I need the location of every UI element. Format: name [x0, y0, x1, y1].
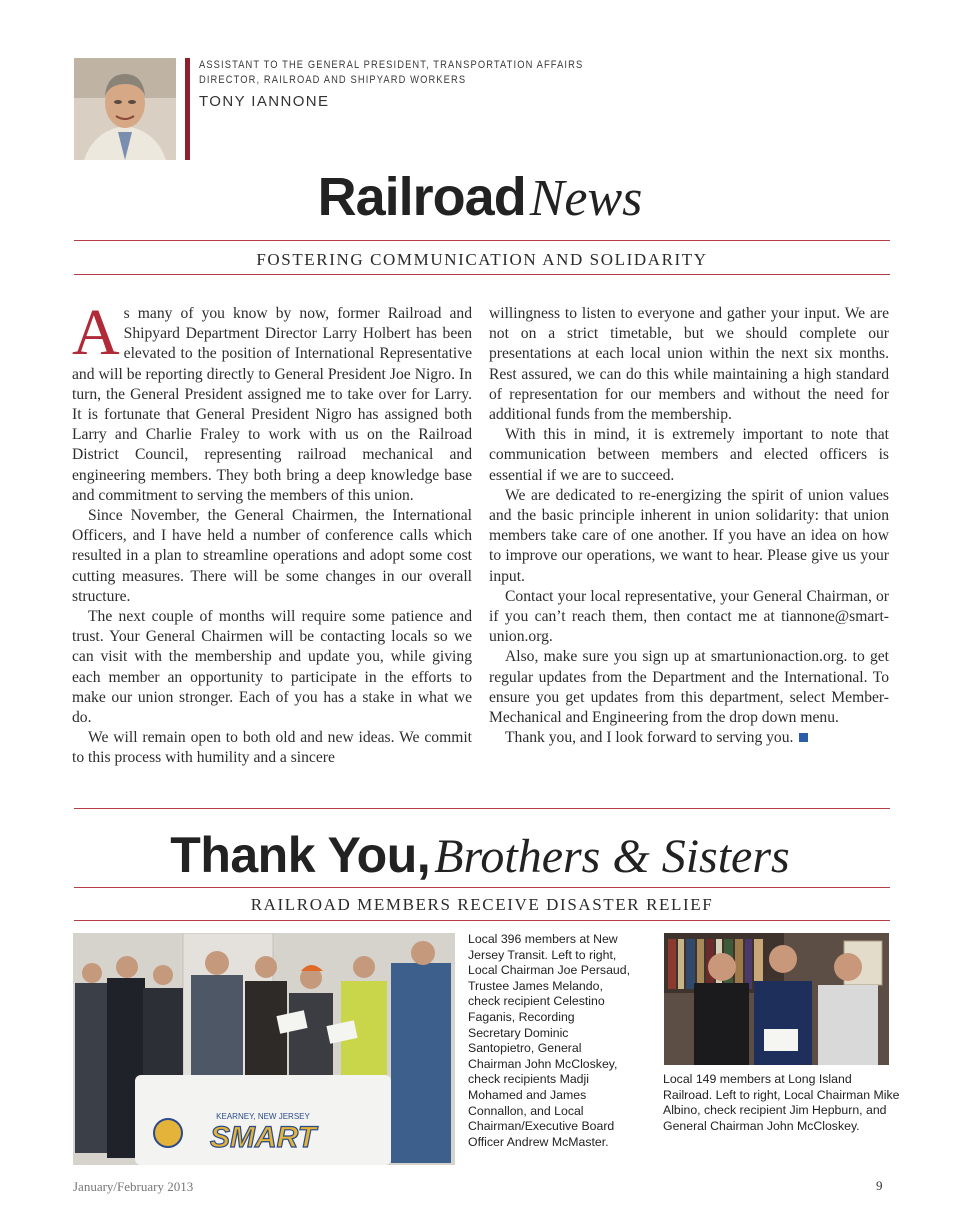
thankyou-comma: ,: [416, 827, 431, 883]
article-paragraph: With this in mind, it is extremely important to note that communication between members and elected officers is essential if we are to succeed.: [489, 426, 889, 484]
author-title-line-2: DIRECTOR, RAILROAD AND SHIPYARD WORKERS: [199, 74, 467, 86]
page-number: 9: [876, 1178, 883, 1193]
thankyou-bold: Thank You: [170, 827, 417, 883]
header-accent-bar: [185, 58, 190, 160]
end-mark-icon: [799, 733, 808, 742]
group-photo-local-149: [664, 933, 889, 1065]
divider: [74, 808, 890, 809]
group-photo-image: [664, 933, 889, 1065]
article-column-2: [489, 304, 889, 748]
article-closing-paragraph: [489, 728, 889, 748]
footer-date: January/February 2013: [73, 1179, 194, 1194]
drop-cap: A: [72, 296, 120, 369]
article-paragraph: willingness to listen to everyone and gather your input. We are not on a strict timetable, but we should complete our presentations at each local union within the next six months. Rest assured, we can do this while maintaining a high standard of representation for our members and without the need for additional funds from the membership.: [489, 305, 889, 424]
divider: [74, 274, 890, 275]
author-portrait: [74, 58, 176, 160]
banner-location: KEARNEY, NEW JERSEY: [216, 1112, 310, 1121]
smart-logo-icon: [154, 1119, 182, 1147]
author-name: TONY IANNONE: [199, 93, 330, 110]
article-closing-text: Thank you, and I look forward to serving you.: [505, 729, 794, 747]
article-column-1: [72, 296, 472, 769]
photo-caption-2: Local 149 members at Long Island Railroad. Left to right, Local Chairman Mike Albino, check recipient Jim Hepburn, and General Chairman John McCloskey.: [663, 1072, 900, 1133]
group-photo-local-396: [73, 933, 455, 1165]
article-paragraph: The next couple of months will require some patience and trust. Your General Chairmen will be contacting locals so we can visit with the membership and update you, while giving each member an opportunity to participate in the efforts to make our union stronger. Each of you has a stake in what we do.: [72, 608, 472, 727]
thankyou-subhead: RAILROAD MEMBERS RECEIVE DISASTER RELIEF: [250, 895, 714, 914]
article-paragraph: Contact your local representative, your General Chairman, or if you can’t reach them, then contact me at tiannone@smart-union.org.: [489, 587, 889, 646]
portrait-image: [74, 58, 176, 160]
article-paragraph: Since November, the General Chairmen, the International Officers, and I have held a number of conference calls which resulted in a plan to streamline operations and adopt some cost cutting measures. There will be some changes in our overall structure.: [72, 507, 472, 605]
thankyou-headline: [0, 826, 960, 884]
divider: [74, 887, 890, 888]
masthead-bold: Railroad: [317, 167, 526, 227]
group-photo-image: [73, 933, 455, 1165]
masthead-italic: News: [529, 170, 643, 227]
thankyou-italic: Brothers & Sisters: [434, 830, 790, 883]
divider: [74, 240, 890, 241]
article-paragraph: s many of you know by now, former Railroad and Shipyard Department Director Larry Holbert has been elevated to the position of International Representative and will be reporting directly to General President Joe Nigro. In turn, the General President assigned me to take over for Larry. It is fortunate that General President Nigro has assigned both Larry and Charlie Fraley to work with us on the Railroad District Council, representing railroad mechanical and engineering members. They both bring a deep knowledge base and commitment to serving the members of this union.: [72, 305, 472, 504]
article-paragraph: We are dedicated to re-energizing the spirit of union values and the basic principle inherent in union solidarity: that union members take care of one another. If you have an idea on how to improve our operations, we want to hear. Please give us your input.: [489, 486, 889, 585]
photo-caption-1: Local 396 members at New Jersey Transit. Left to right, Local Chairman Joe Persaud, Trustee James Melando, check recipient Celestino Faganis, Recording Secretary Dominic Santopietro, General Chairman John McCloskey, check recipients Madji Mohamed and James Connallon, and Local Chairman/Executive Board Officer Andrew McMaster.: [468, 932, 630, 1149]
divider: [74, 920, 890, 921]
banner-logo: SMART: [209, 1121, 317, 1154]
article-paragraph: We will remain open to both old and new ideas. We commit to this process with humility and a sincere: [72, 729, 472, 767]
author-title-line-1: ASSISTANT TO THE GENERAL PRESIDENT, TRANSPORTATION AFFAIRS: [199, 59, 584, 71]
article-paragraph: Also, make sure you sign up at smartunionaction.org. to get regular updates from the Department and the International. To ensure you get updates from this department, select Member-Mechanical and Engineering from the drop down menu.: [489, 648, 889, 727]
masthead: [0, 166, 960, 228]
masthead-subhead: FOSTERING COMMUNICATION AND SOLIDARITY: [256, 250, 708, 269]
